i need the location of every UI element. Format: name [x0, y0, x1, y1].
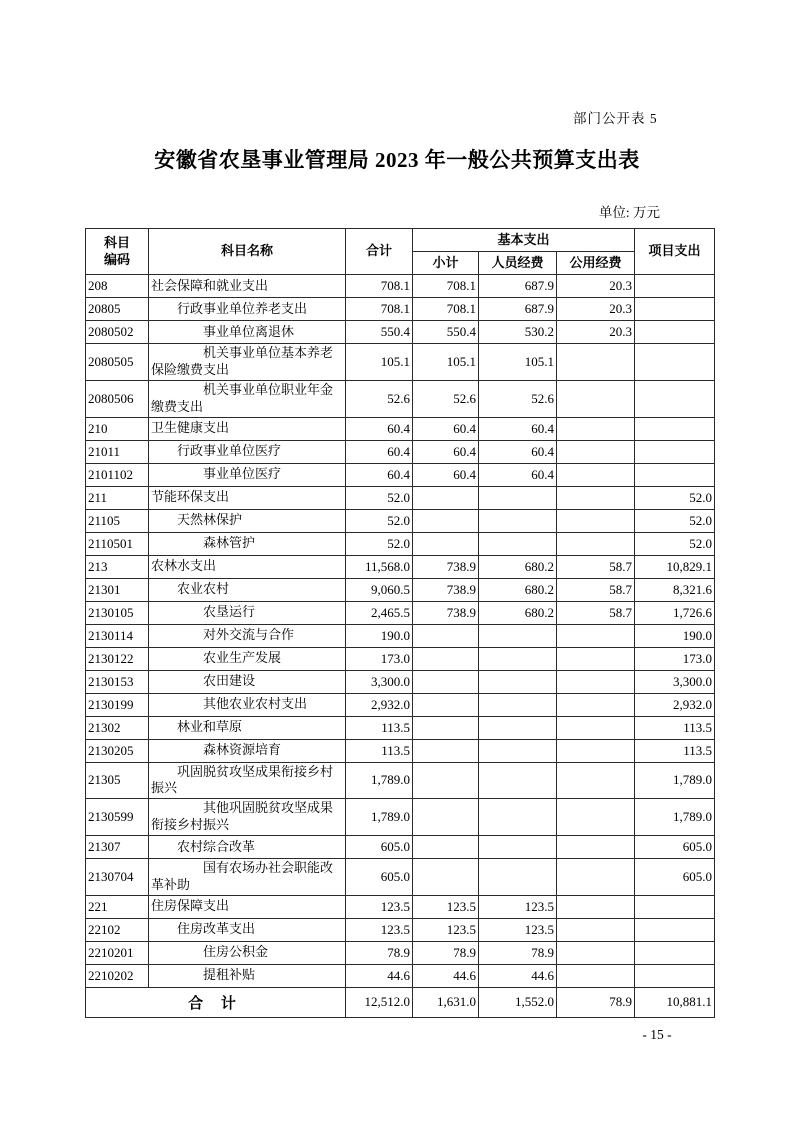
table-row: [86, 670, 715, 693]
personnel-funds-cell: [479, 670, 557, 693]
public-funds-cell: [557, 624, 635, 647]
total-cell: 60.4: [346, 440, 413, 463]
subject-name-cell: 农田建设: [149, 670, 346, 693]
page-title: 安徽省农垦事业管理局 2023 年一般公共预算支出表: [154, 148, 640, 172]
table-row: [86, 859, 715, 896]
public-funds-cell: [557, 739, 635, 762]
doc-label: 部门公开表 5: [573, 111, 658, 126]
subject-name-cell: 其他农业农村支出: [149, 693, 346, 716]
subject-name-cell: 巩固脱贫攻坚成果衔接乡村振兴: [149, 762, 346, 799]
total-cell: 52.0: [346, 486, 413, 509]
personnel-funds-cell: 60.4: [479, 417, 557, 440]
subject-code-cell: 210: [86, 417, 149, 440]
subject-name-cell: 提租补贴: [149, 964, 346, 987]
public-funds-cell: 58.7: [557, 578, 635, 601]
subtotal-cell: [413, 859, 479, 896]
total-cell: 44.6: [346, 964, 413, 987]
project-expenditure-cell: [635, 440, 715, 463]
subtotal-cell: 60.4: [413, 417, 479, 440]
total-public-cell: 78.9: [557, 987, 635, 1017]
personnel-funds-cell: [479, 693, 557, 716]
public-funds-cell: [557, 380, 635, 417]
personnel-funds-cell: 78.9: [479, 941, 557, 964]
project-expenditure-cell: [635, 463, 715, 486]
subject-name-cell: 节能环保支出: [149, 486, 346, 509]
project-expenditure-cell: [635, 918, 715, 941]
table-header: [86, 229, 715, 275]
subject-name-cell: 农业生产发展: [149, 647, 346, 670]
subject-name-cell: 机关事业单位职业年金缴费支出: [149, 380, 346, 417]
personnel-funds-cell: 123.5: [479, 918, 557, 941]
subtotal-cell: [413, 799, 479, 836]
public-funds-cell: 20.3: [557, 321, 635, 344]
total-cell: 550.4: [346, 321, 413, 344]
total-cell: 3,300.0: [346, 670, 413, 693]
header-public-funds: 公用经费: [557, 252, 635, 275]
subtotal-cell: [413, 532, 479, 555]
subject-name-cell: 事业单位离退休: [149, 321, 346, 344]
subtotal-cell: [413, 739, 479, 762]
project-expenditure-cell: 10,829.1: [635, 555, 715, 578]
total-subtotal-cell: 1,631.0: [413, 987, 479, 1017]
project-expenditure-cell: 8,321.6: [635, 578, 715, 601]
subject-name-cell: 森林资源培育: [149, 739, 346, 762]
subtotal-cell: 44.6: [413, 964, 479, 987]
total-cell: 190.0: [346, 624, 413, 647]
subtotal-cell: [413, 670, 479, 693]
personnel-funds-cell: 687.9: [479, 275, 557, 298]
subject-name-cell: 森林管护: [149, 532, 346, 555]
personnel-funds-cell: [479, 762, 557, 799]
total-cell: 52.0: [346, 532, 413, 555]
personnel-funds-cell: 60.4: [479, 463, 557, 486]
table-row: [86, 463, 715, 486]
project-expenditure-cell: [635, 895, 715, 918]
total-label: 合 计: [86, 987, 346, 1017]
total-cell: 1,789.0: [346, 799, 413, 836]
public-funds-cell: [557, 417, 635, 440]
public-funds-cell: 20.3: [557, 275, 635, 298]
subject-name-cell: 农垦运行: [149, 601, 346, 624]
budget-table: [85, 228, 715, 1018]
public-funds-cell: 58.7: [557, 555, 635, 578]
table-row: [86, 941, 715, 964]
subject-code-cell: 21105: [86, 509, 149, 532]
subject-name-cell: 行政事业单位医疗: [149, 440, 346, 463]
subtotal-cell: [413, 836, 479, 859]
public-funds-cell: [557, 463, 635, 486]
personnel-funds-cell: [479, 739, 557, 762]
public-funds-cell: [557, 440, 635, 463]
table-row: [86, 578, 715, 601]
public-funds-cell: [557, 647, 635, 670]
subject-code-cell: 2080502: [86, 321, 149, 344]
total-row: [86, 987, 715, 1017]
subtotal-cell: [413, 509, 479, 532]
total-cell: 1,789.0: [346, 762, 413, 799]
subject-code-cell: 2080505: [86, 344, 149, 381]
personnel-funds-cell: [479, 799, 557, 836]
subject-name-cell: 事业单位医疗: [149, 463, 346, 486]
public-funds-cell: [557, 918, 635, 941]
subject-name-cell: 农村综合改革: [149, 836, 346, 859]
table-row: [86, 298, 715, 321]
public-funds-cell: [557, 670, 635, 693]
project-expenditure-cell: 52.0: [635, 486, 715, 509]
subject-name-cell: 农业农村: [149, 578, 346, 601]
public-funds-cell: [557, 716, 635, 739]
project-expenditure-cell: 190.0: [635, 624, 715, 647]
subject-code-cell: 2210201: [86, 941, 149, 964]
table-row: [86, 693, 715, 716]
subject-name-cell: 林业和草原: [149, 716, 346, 739]
total-cell: 708.1: [346, 298, 413, 321]
table-row: [86, 601, 715, 624]
subject-code-cell: 21302: [86, 716, 149, 739]
subject-code-cell: 2130122: [86, 647, 149, 670]
total-cell: 60.4: [346, 417, 413, 440]
subtotal-cell: 105.1: [413, 344, 479, 381]
total-project-cell: 10,881.1: [635, 987, 715, 1017]
subtotal-cell: 738.9: [413, 578, 479, 601]
personnel-funds-cell: 680.2: [479, 601, 557, 624]
header-subject-code: 科目编码: [86, 229, 149, 275]
personnel-funds-cell: [479, 716, 557, 739]
public-funds-cell: [557, 344, 635, 381]
total-cell: 605.0: [346, 859, 413, 896]
project-expenditure-cell: [635, 964, 715, 987]
subject-code-cell: 2130153: [86, 670, 149, 693]
header-basic-expenditure-group: 基本支出: [413, 229, 635, 252]
project-expenditure-cell: [635, 298, 715, 321]
subject-name-cell: 天然林保护: [149, 509, 346, 532]
total-cell: 123.5: [346, 918, 413, 941]
subtotal-cell: 738.9: [413, 601, 479, 624]
personnel-funds-cell: [479, 509, 557, 532]
public-funds-cell: [557, 762, 635, 799]
subject-name-cell: 社会保障和就业支出: [149, 275, 346, 298]
subtotal-cell: 52.6: [413, 380, 479, 417]
table-row: [86, 486, 715, 509]
project-expenditure-cell: [635, 344, 715, 381]
personnel-funds-cell: [479, 532, 557, 555]
subtotal-cell: [413, 693, 479, 716]
project-expenditure-cell: [635, 941, 715, 964]
public-funds-cell: [557, 941, 635, 964]
header-personnel-funds: 人员经费: [479, 252, 557, 275]
table-row: [86, 380, 715, 417]
total-cell: 78.9: [346, 941, 413, 964]
subject-code-cell: 2130114: [86, 624, 149, 647]
project-expenditure-cell: 113.5: [635, 739, 715, 762]
subject-code-cell: 21307: [86, 836, 149, 859]
public-funds-cell: [557, 799, 635, 836]
total-cell: 123.5: [346, 895, 413, 918]
table-row: [86, 918, 715, 941]
table-row: [86, 509, 715, 532]
subject-code-cell: 221: [86, 895, 149, 918]
table-row: [86, 555, 715, 578]
subtotal-cell: 60.4: [413, 440, 479, 463]
table-body: [86, 275, 715, 988]
personnel-funds-cell: 687.9: [479, 298, 557, 321]
table-row: [86, 895, 715, 918]
personnel-funds-cell: 530.2: [479, 321, 557, 344]
subtotal-cell: 123.5: [413, 895, 479, 918]
total-cell: 173.0: [346, 647, 413, 670]
total-cell: 9,060.5: [346, 578, 413, 601]
header-subject-name: 科目名称: [149, 229, 346, 275]
subject-name-cell: 行政事业单位养老支出: [149, 298, 346, 321]
subject-code-cell: 2130205: [86, 739, 149, 762]
subtotal-cell: 708.1: [413, 275, 479, 298]
subject-name-cell: 住房改革支出: [149, 918, 346, 941]
personnel-funds-cell: 60.4: [479, 440, 557, 463]
header-subtotal: 小计: [413, 252, 479, 275]
project-expenditure-cell: 3,300.0: [635, 670, 715, 693]
subject-code-cell: 22102: [86, 918, 149, 941]
table-row: [86, 417, 715, 440]
project-expenditure-cell: [635, 275, 715, 298]
total-cell: 113.5: [346, 739, 413, 762]
project-expenditure-cell: 52.0: [635, 509, 715, 532]
page-number: - 15 -: [642, 1027, 672, 1042]
subtotal-cell: [413, 624, 479, 647]
public-funds-cell: 20.3: [557, 298, 635, 321]
total-cell: 52.0: [346, 509, 413, 532]
public-funds-cell: [557, 486, 635, 509]
subject-name-cell: 国有农场办社会职能改革补助: [149, 859, 346, 896]
subtotal-cell: 78.9: [413, 941, 479, 964]
public-funds-cell: [557, 509, 635, 532]
personnel-funds-cell: 44.6: [479, 964, 557, 987]
subject-name-cell: 农林水支出: [149, 555, 346, 578]
total-cell: 60.4: [346, 463, 413, 486]
total-cell: 105.1: [346, 344, 413, 381]
subtotal-cell: 550.4: [413, 321, 479, 344]
subtotal-cell: [413, 647, 479, 670]
project-expenditure-cell: 52.0: [635, 532, 715, 555]
personnel-funds-cell: [479, 486, 557, 509]
public-funds-cell: [557, 859, 635, 896]
personnel-funds-cell: 105.1: [479, 344, 557, 381]
table-row: [86, 739, 715, 762]
subject-code-cell: 2210202: [86, 964, 149, 987]
subject-code-cell: 21305: [86, 762, 149, 799]
table-row: [86, 647, 715, 670]
subject-code-cell: 2130704: [86, 859, 149, 896]
total-cell: 708.1: [346, 275, 413, 298]
project-expenditure-cell: [635, 321, 715, 344]
table-row: [86, 532, 715, 555]
total-cell: 2,932.0: [346, 693, 413, 716]
table-row: [86, 762, 715, 799]
subject-code-cell: 21011: [86, 440, 149, 463]
table-row: [86, 624, 715, 647]
subject-code-cell: 208: [86, 275, 149, 298]
project-expenditure-cell: 605.0: [635, 859, 715, 896]
total-cell: 2,465.5: [346, 601, 413, 624]
subject-code-cell: 2130105: [86, 601, 149, 624]
table-row: [86, 799, 715, 836]
personnel-funds-cell: 680.2: [479, 555, 557, 578]
subject-code-cell: 20805: [86, 298, 149, 321]
subject-code-cell: 211: [86, 486, 149, 509]
subject-code-cell: 2130599: [86, 799, 149, 836]
total-cell: 52.6: [346, 380, 413, 417]
subject-code-cell: 21301: [86, 578, 149, 601]
personnel-funds-cell: [479, 859, 557, 896]
subject-name-cell: 机关事业单位基本养老保险缴费支出: [149, 344, 346, 381]
total-sum-cell: 12,512.0: [346, 987, 413, 1017]
table-row: [86, 716, 715, 739]
subtotal-cell: [413, 486, 479, 509]
public-funds-cell: [557, 693, 635, 716]
unit-label: 单位: 万元: [598, 205, 660, 220]
subject-code-cell: 213: [86, 555, 149, 578]
subject-code-cell: 2110501: [86, 532, 149, 555]
personnel-funds-cell: 123.5: [479, 895, 557, 918]
project-expenditure-cell: 605.0: [635, 836, 715, 859]
subtotal-cell: [413, 716, 479, 739]
public-funds-cell: [557, 895, 635, 918]
subtotal-cell: 708.1: [413, 298, 479, 321]
subject-name-cell: 住房公积金: [149, 941, 346, 964]
project-expenditure-cell: [635, 380, 715, 417]
subject-code-cell: 2101102: [86, 463, 149, 486]
header-total: 合计: [346, 229, 413, 275]
personnel-funds-cell: 52.6: [479, 380, 557, 417]
public-funds-cell: 58.7: [557, 601, 635, 624]
project-expenditure-cell: 1,789.0: [635, 799, 715, 836]
public-funds-cell: [557, 532, 635, 555]
subtotal-cell: 123.5: [413, 918, 479, 941]
header-project-expenditure: 项目支出: [635, 229, 715, 275]
table-row: [86, 440, 715, 463]
total-personnel-cell: 1,552.0: [479, 987, 557, 1017]
subject-code-cell: 2080506: [86, 380, 149, 417]
project-expenditure-cell: 1,789.0: [635, 762, 715, 799]
project-expenditure-cell: [635, 417, 715, 440]
subject-name-cell: 对外交流与合作: [149, 624, 346, 647]
public-funds-cell: [557, 964, 635, 987]
personnel-funds-cell: [479, 647, 557, 670]
project-expenditure-cell: 113.5: [635, 716, 715, 739]
table-row: [86, 344, 715, 381]
subject-code-cell: 2130199: [86, 693, 149, 716]
subtotal-cell: [413, 762, 479, 799]
project-expenditure-cell: 2,932.0: [635, 693, 715, 716]
table-row: [86, 836, 715, 859]
table-row: [86, 321, 715, 344]
total-cell: 605.0: [346, 836, 413, 859]
table-row: [86, 964, 715, 987]
subject-name-cell: 卫生健康支出: [149, 417, 346, 440]
personnel-funds-cell: [479, 836, 557, 859]
total-cell: 113.5: [346, 716, 413, 739]
table-row: [86, 275, 715, 298]
subtotal-cell: 60.4: [413, 463, 479, 486]
subject-name-cell: 其他巩固脱贫攻坚成果衔接乡村振兴: [149, 799, 346, 836]
project-expenditure-cell: 173.0: [635, 647, 715, 670]
total-cell: 11,568.0: [346, 555, 413, 578]
personnel-funds-cell: [479, 624, 557, 647]
subject-name-cell: 住房保障支出: [149, 895, 346, 918]
subtotal-cell: 738.9: [413, 555, 479, 578]
personnel-funds-cell: 680.2: [479, 578, 557, 601]
project-expenditure-cell: 1,726.6: [635, 601, 715, 624]
public-funds-cell: [557, 836, 635, 859]
